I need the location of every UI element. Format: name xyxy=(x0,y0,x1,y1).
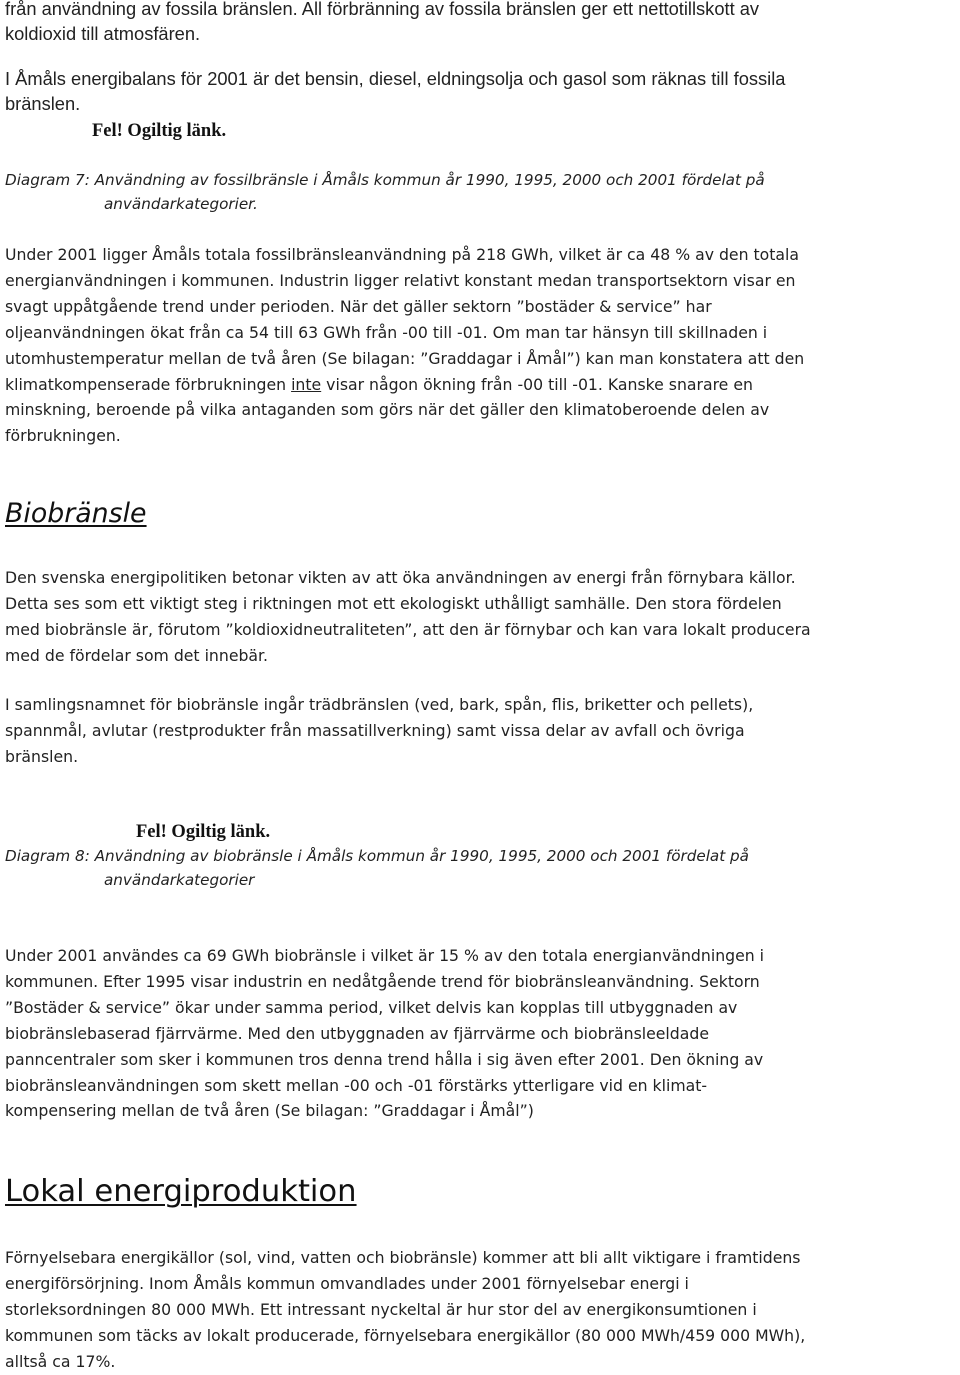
biofuel-paragraph-1 xyxy=(5,565,811,669)
intro-paragraph xyxy=(5,0,759,47)
text-line xyxy=(5,372,804,398)
diagram-8-caption xyxy=(5,845,749,892)
local-production-paragraph xyxy=(5,1245,805,1375)
text-line: biobränslebaserad fjärrvärme. Med den utbyggnaden av fjärrvärme och biobränsleeldade xyxy=(5,1023,709,1043)
underlined-word: inte xyxy=(291,374,322,394)
text-line: oljeanvändningen ökat från ca 54 till 63 GWh från -00 till -01. Om man tar hänsyn till skillnaden i xyxy=(5,322,768,342)
section-heading-lokal-energiproduktion: Lokal energiproduktion xyxy=(5,1174,357,1209)
text-line: Detta ses som ett viktigt steg i riktningen mot ett ekologiskt uthålligt samhälle. Den stora fördelen xyxy=(5,593,782,613)
text-line: Den svenska energipolitiken betonar vikten av att öka användningen av energi från förnybara källor. xyxy=(5,568,796,587)
text-line: I samlingsnamnet för biobränsle ingår trädbränslen (ved, bark, spån, flis, briketter och pellets), xyxy=(5,695,754,714)
text-span: visar någon ökning från -00 till -01. Kanske snarare en xyxy=(321,374,753,394)
text-line: med de fördelar som det innebär. xyxy=(5,645,269,665)
text-line: kommunen som täcks av lokalt producerade, förnyelsebara energikällor (80 000 MWh/459 000 MWh), xyxy=(5,1325,806,1345)
biofuel-paragraph-3 xyxy=(5,943,764,1124)
biofuel-paragraph-2 xyxy=(5,692,753,770)
text-line: kommunen. Efter 1995 visar industrin en nedåtgående trend för biobränsleanvändning. Sektorn xyxy=(5,971,760,991)
broken-link-error: Fel! Ogiltig länk. xyxy=(92,121,227,141)
caption-line: Diagram 7: Användning av fossilbränsle i Åmåls kommun år 1990, 1995, 2000 och 2001 fördelat på xyxy=(5,171,765,189)
text-line: bränslen. xyxy=(5,746,79,766)
text-line: koldioxid till atmosfären. xyxy=(5,22,201,44)
caption-line: användarkategorier xyxy=(104,870,255,889)
text-line: bränslen. xyxy=(5,92,81,114)
text-line: svagt uppåtgående trend under perioden. När det gäller sektorn ”bostäder & service” har xyxy=(5,296,712,316)
text-line: Under 2001 ligger Åmåls totala fossilbränsleanvändning på 218 GWh, vilket är ca 48 % av den totala xyxy=(5,245,799,264)
text-line: ”Bostäder & service” ökar under samma period, vilket delvis kan kopplas till utbyggnaden av xyxy=(5,997,738,1017)
text-line: från användning av fossila bränslen. All förbränning av fossila bränslen ger ett nettotillskott av xyxy=(5,0,760,19)
fossil-fuel-paragraph xyxy=(5,242,804,449)
text-line: Under 2001 användes ca 69 GWh biobränsle i vilket är 15 % av den totala energianvändningen i xyxy=(5,946,765,965)
text-line: minskning, beroende på vilka antaganden som görs när det gäller den klimatoberoende delen av xyxy=(5,400,770,420)
text-line: biobränsleanvändningen som skett mellan -00 och -01 förstärks ytterligare vid en klimat- xyxy=(5,1075,708,1095)
text-line: med biobränsle är, förutom ”koldioxidneutraliteten”, att den är förnybar och kan vara lokalt producera xyxy=(5,619,811,639)
text-line: alltså ca 17%. xyxy=(5,1351,116,1371)
text-line: spannmål, avlutar (restprodukter från massatillverkning) samt vissa delar av avfall och övriga xyxy=(5,720,745,740)
text-line: förbrukningen. xyxy=(5,426,121,446)
text-line: I Åmåls energibalans för 2001 är det bensin, diesel, eldningsolja och gasol som räknas till fossila xyxy=(5,68,786,89)
text-line: Förnyelsebara energikällor (sol, vind, vatten och biobränsle) kommer att bli allt viktigare i framtidens xyxy=(5,1248,801,1267)
text-line: storleksordningen 80 000 MWh. Ett intressant nyckeltal är hur stor del av energikonsumtionen i xyxy=(5,1299,757,1319)
text-line: kompensering mellan de två åren (Se bilagan: ”Graddagar i Åmål”) xyxy=(5,1101,534,1121)
section-heading-biobransle: Biobränsle xyxy=(5,498,147,529)
text-line: energiförsörjning. Inom Åmåls kommun omvandlades under 2001 förnyelsebar energi i xyxy=(5,1273,689,1293)
text-span: klimatkompenserade förbrukningen xyxy=(5,374,292,394)
energy-balance-paragraph xyxy=(5,67,785,117)
text-line: utomhustemperatur mellan de två åren (Se bilagan: ”Graddagar i Åmål”) kan man konstatera att den xyxy=(5,348,805,368)
text-line: energianvändningen i kommunen. Industrin ligger relativt konstant medan transportsektorn visar en xyxy=(5,270,796,290)
text-line: panncentraler som sker i kommunen tros denna trend hålla i sig även efter 2001. Den ökning av xyxy=(5,1049,764,1069)
broken-link-error: Fel! Ogiltig länk. xyxy=(136,822,271,842)
diagram-7-caption xyxy=(5,169,765,216)
caption-line: användarkategorier. xyxy=(104,194,258,213)
caption-line: Diagram 8: Användning av biobränsle i Åmåls kommun år 1990, 1995, 2000 och 2001 fördelat på xyxy=(5,847,749,865)
